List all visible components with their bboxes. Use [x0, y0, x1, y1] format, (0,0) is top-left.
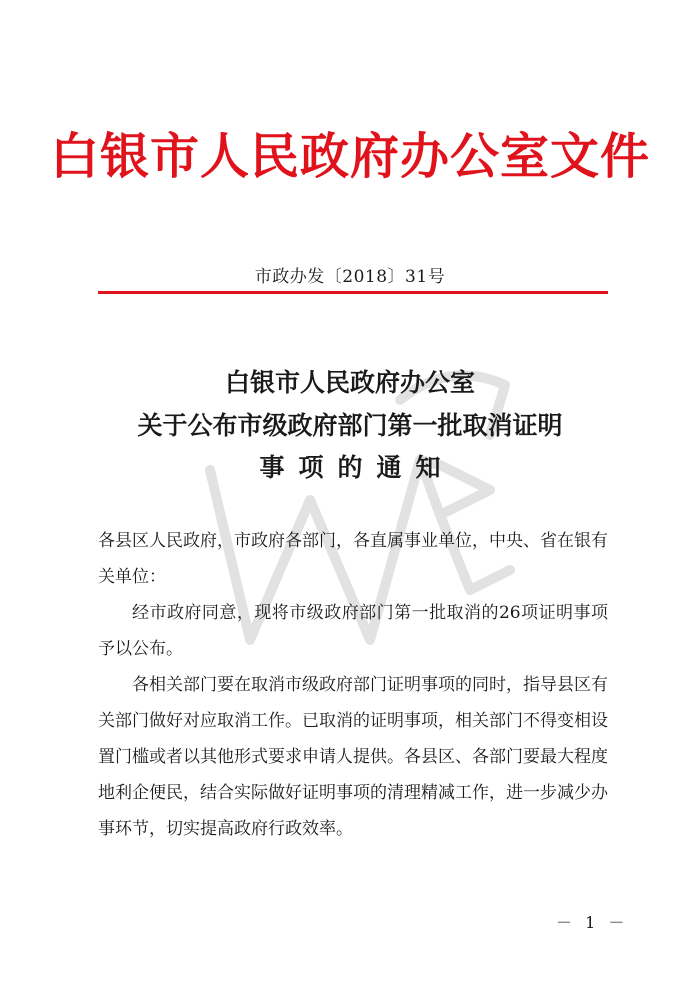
document-body [98, 523, 608, 847]
addressee: 各县区人民政府，市政府各部门，各直属事业单位，中央、省在银有关单位： [98, 531, 608, 587]
title-line-3: 事项的通知 [259, 453, 455, 482]
document-number: 市政办发〔2018〕31号 [254, 267, 446, 287]
title-line-1: 白银市人民政府办公室 [224, 368, 475, 397]
masthead-title: 白银市人民政府办公室文件 [49, 127, 650, 185]
body-paragraph-2: 各相关部门要在取消市级政府部门证明事项的同时，指导县区有关部门做好对应取消工作。已取消的证明事项，相关部门不得变相设置门槛或者以其他形式要求申请人提供。各县区、各部门要最大程度地利企便民，结合实际做好证明事项的清理精减工作，进一步减少办事环节，切实提高政府行政效率。 [98, 675, 608, 839]
title-line-2: 关于公布市级政府部门第一批取消证明 [137, 411, 563, 440]
page-number: － 1 － [556, 913, 629, 932]
body-paragraph-1: 经市政府同意，现将市级政府部门第一批取消的26项证明事项予以公布。 [98, 603, 608, 659]
red-divider-line [98, 291, 608, 294]
